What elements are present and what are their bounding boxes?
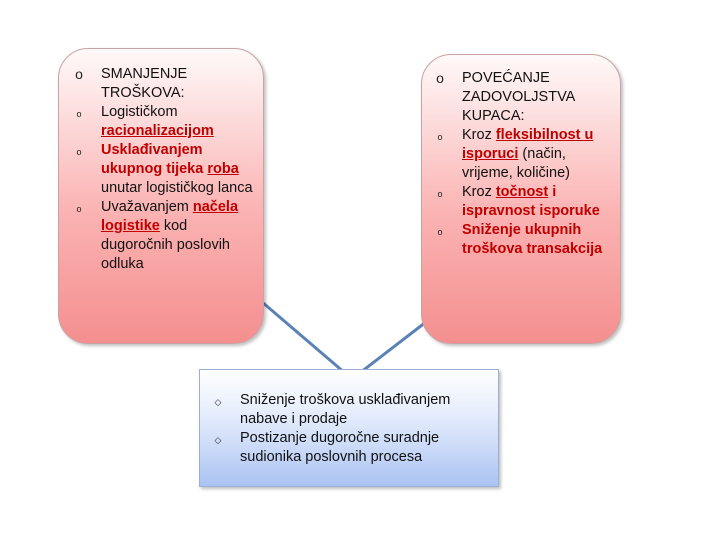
diamond-icon: ◇ — [214, 435, 222, 445]
customer-satisfaction-item-1: o Kroz fleksibilnost u isporuci (način, vrijeme, količine) — [430, 126, 618, 183]
cost-reduction-item-2: o Usklađivanjem ukupnog tijeka roba unutar logističkog lanca — [69, 141, 259, 198]
combined-benefits-box — [199, 369, 499, 487]
diamond-icon: ◇ — [214, 397, 222, 407]
customer-satisfaction-item-3: o Sniženje ukupnih troškova transakcija — [430, 221, 618, 259]
hollow-circle-icon: o — [75, 66, 83, 82]
small-circle-icon: o — [76, 147, 82, 157]
cost-reduction-item-3: o Uvažavanjem načela logistike kod dugoročnih poslovih odluka — [69, 198, 259, 274]
connector-left-line — [255, 296, 352, 379]
small-circle-icon: o — [437, 227, 443, 237]
combined-benefits-item-1: ◇ Sniženje troškova usklađivanjem nabave i prodaje — [208, 391, 494, 429]
small-circle-icon: o — [76, 204, 82, 214]
cost-reduction-title: o SMANJENJE TROŠKOVA: — [69, 65, 259, 103]
small-circle-icon: o — [76, 109, 82, 119]
hollow-circle-icon: o — [436, 70, 444, 86]
customer-satisfaction-title: o POVEĆANJE ZADOVOLJSTVA KUPACA: — [430, 69, 618, 126]
combined-benefits-item-2: ◇ Postizanje dugoročne suradnje sudionika poslovnih procesa — [208, 429, 494, 467]
small-circle-icon: o — [437, 132, 443, 142]
cost-reduction-item-1: o Logističkom racionalizacijom — [69, 103, 259, 141]
cost-reduction-box — [58, 48, 264, 344]
customer-satisfaction-box — [421, 54, 621, 344]
small-circle-icon: o — [437, 189, 443, 199]
customer-satisfaction-item-2: o Kroz točnost i ispravnost isporuke — [430, 183, 618, 221]
